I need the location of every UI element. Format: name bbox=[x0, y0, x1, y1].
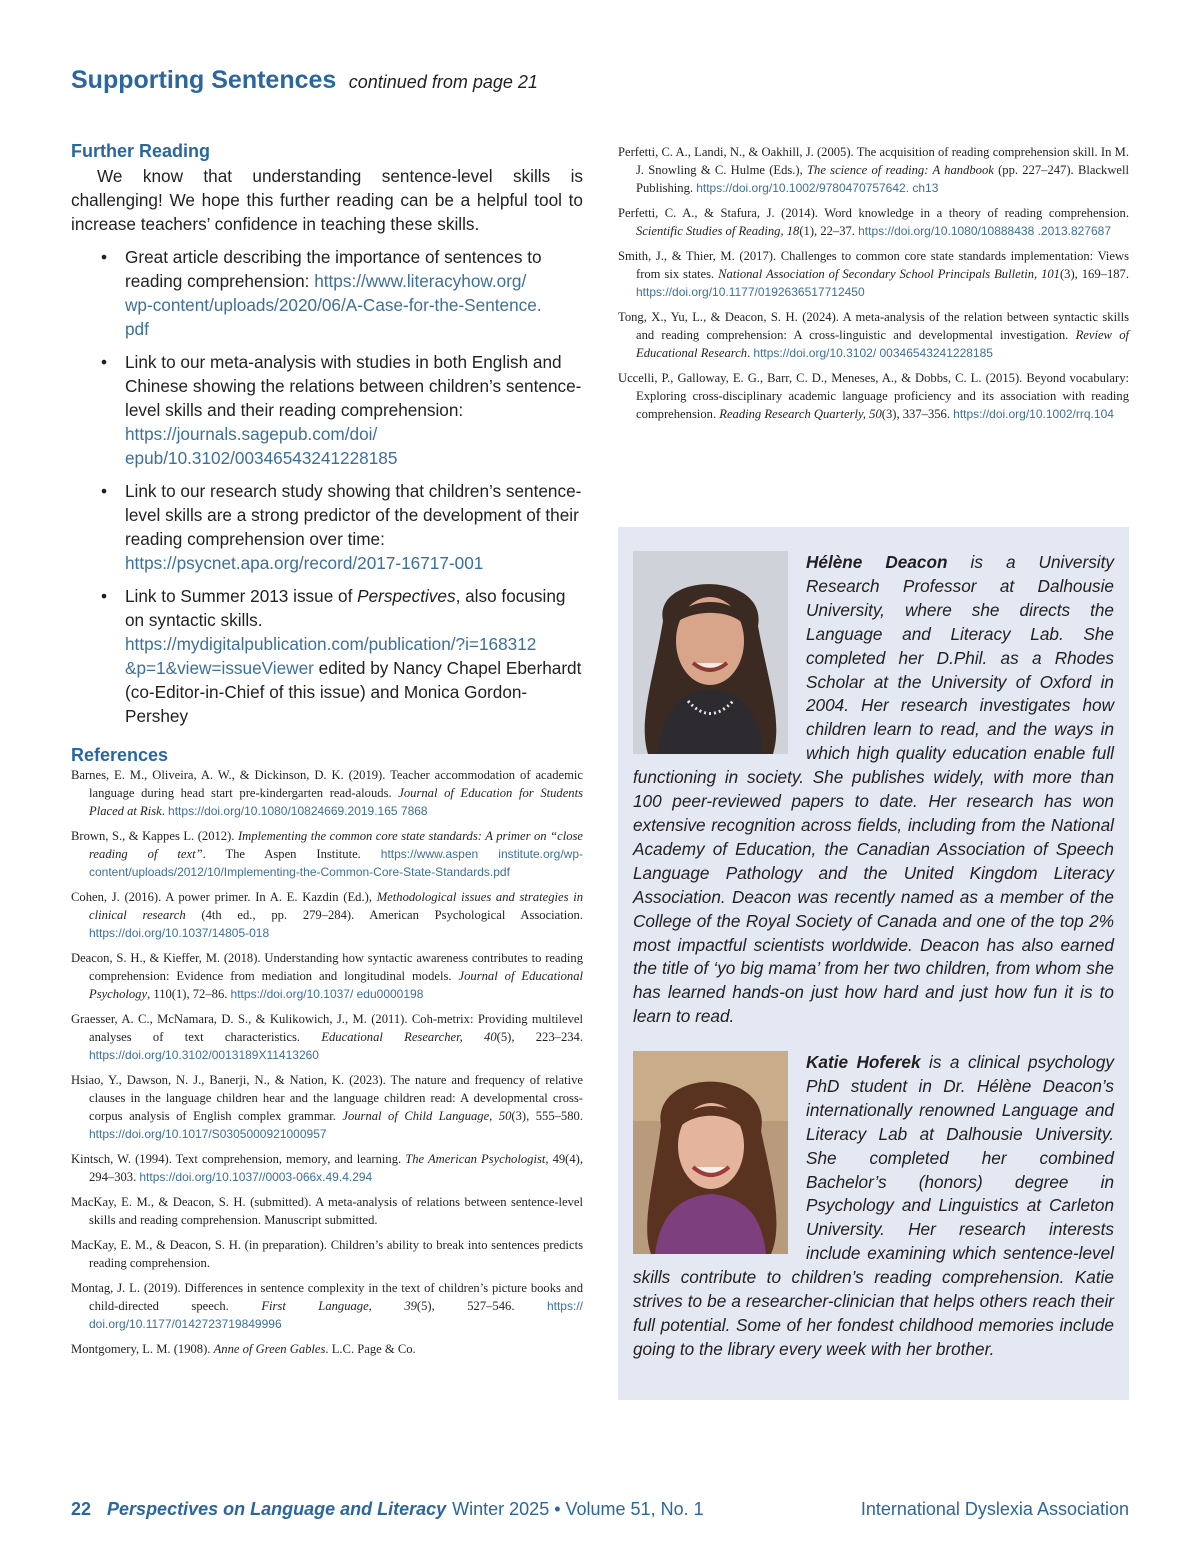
portrait-icon bbox=[633, 1051, 788, 1254]
digitalpublication-link-cont[interactable]: &p=1&view=issueViewer bbox=[125, 658, 314, 678]
reference-text: (4th ed., pp. 279–284). American Psychological Association. bbox=[185, 908, 583, 922]
reference-text: . bbox=[161, 804, 169, 818]
reference-source: National Association of Secondary School Principals Bulletin, 101 bbox=[718, 267, 1060, 281]
reference-text: . L.C. Page & Co. bbox=[325, 1342, 416, 1356]
reference-entry bbox=[618, 143, 1129, 197]
reference-link[interactable]: https://doi.org/10.1037/14805-018 bbox=[89, 926, 270, 940]
reference-text: Perfetti, C. A., Landi, N., & Oakhill, J. (2005). The acquisition of reading comprehension skill. In M. J. Snowling & C. Hulme (Eds.), bbox=[618, 145, 1129, 177]
references-list-right bbox=[618, 143, 1129, 430]
reference-entry bbox=[71, 1279, 583, 1333]
reference-entry bbox=[71, 888, 583, 942]
reference-text: Smith, J., & Thier, M. (2017). Challenges to common core state standards implementation: Views from six states. bbox=[618, 249, 1129, 281]
organization-name: International Dyslexia Association bbox=[860, 1499, 1129, 1519]
reference-text: (1), 22–37. bbox=[799, 224, 859, 238]
further-reading-intro: We know that understanding sentence-level skills is challenging! We hope this further reading can be a helpful tool to increase teachers’ confidence in teaching these skills. bbox=[71, 166, 583, 234]
reference-entry bbox=[71, 1193, 583, 1229]
bullet-text: Link to our meta-analysis with studies in both English and Chinese showing the relations between children’s sentence-level skills and their reading comprehension: bbox=[125, 352, 582, 420]
reference-link[interactable]: https://doi.org/10.1037//0003-066x.49.4.294 bbox=[139, 1170, 373, 1184]
publication-name: Perspectives on Language and Literacy bbox=[107, 1499, 447, 1519]
page-number: 22 bbox=[71, 1499, 92, 1519]
reference-source: Journal of Education for Students Placed at Risk bbox=[89, 786, 583, 818]
bio-katie-hoferek bbox=[633, 1051, 1114, 1362]
reference-link[interactable]: https://doi.org/10.3102/0013189X11413260 bbox=[89, 1048, 319, 1062]
author-bio-box bbox=[618, 527, 1129, 1400]
list-item bbox=[71, 479, 583, 575]
bullet-text: Link to our research study showing that children’s sentence-level skills are a strong predictor of the development of their reading comprehension over time: bbox=[125, 481, 582, 549]
reference-link[interactable]: https://doi.org/10.1017/S0305000921000957 bbox=[89, 1127, 327, 1141]
reference-text: Brown, S., & Kappes L. (2012). bbox=[71, 829, 238, 843]
reference-text: . The Aspen Institute. bbox=[202, 847, 381, 861]
list-item bbox=[71, 245, 583, 341]
reference-source: Reading Research Quarterly, 50 bbox=[719, 407, 882, 421]
further-reading-list bbox=[71, 245, 583, 728]
reference-text: (5), 223–234. bbox=[496, 1030, 583, 1044]
reference-entry bbox=[618, 369, 1129, 423]
reference-text: Perfetti, C. A., & Stafura, J. (2014). Word knowledge in a theory of reading comprehension. bbox=[618, 206, 1129, 220]
reference-source: The American Psychologist bbox=[405, 1152, 546, 1166]
page-footer bbox=[71, 1499, 1129, 1525]
sagepub-link-cont[interactable]: epub/10.3102/00346543241228185 bbox=[125, 448, 398, 468]
reference-text: (3), 169–187. bbox=[1059, 267, 1129, 281]
reference-link[interactable]: https://doi.org/10.1080/10824669.2019.165 7868 bbox=[168, 804, 428, 818]
reference-entry bbox=[71, 1150, 583, 1186]
reference-link[interactable]: https://doi.org/10.1177/0192636517712450 bbox=[636, 285, 865, 299]
reference-source: Journal of Educational Psychology bbox=[89, 969, 583, 1001]
reference-text: Kintsch, W. (1994). Text comprehension, memory, and learning. bbox=[71, 1152, 406, 1166]
psycnet-link[interactable]: https://psycnet.apa.org/record/2017-16717-001 bbox=[125, 553, 484, 573]
list-item bbox=[71, 350, 583, 470]
literacyhow-link-end[interactable]: pdf bbox=[125, 319, 149, 339]
reference-source: Implementing the common core state standards: A primer on “close reading of text” bbox=[89, 829, 583, 861]
reference-source: Methodological issues and strategies in clinical research bbox=[89, 890, 583, 922]
left-column bbox=[71, 141, 583, 1365]
reference-text: , 49(4), 294–303. bbox=[89, 1152, 583, 1184]
reference-source: Educational Researcher, 40 bbox=[321, 1030, 497, 1044]
reference-text: (5), 527–546. bbox=[416, 1299, 547, 1313]
reference-link[interactable]: https://doi.org/10.3102/ 00346543241228185 bbox=[753, 346, 993, 360]
reference-source: The science of reading: A handbook bbox=[807, 163, 994, 177]
reference-entry bbox=[618, 247, 1129, 301]
reference-text: , 110(1), 72–86. bbox=[147, 987, 231, 1001]
literacyhow-link-cont[interactable]: wp-content/uploads/2020/06/A-Case-for-the-Sentence. bbox=[125, 295, 542, 315]
bullet-text: edited by Nancy Chapel Eberhardt (co-Editor-in-Chief of this issue) and Monica Gordon-Pershey bbox=[125, 658, 582, 726]
reference-text: Deacon, S. H., & Kieffer, M. (2018). Understanding how syntactic awareness contributes to reading comprehension: Evidence from mediation and longitudinal models. bbox=[71, 951, 583, 983]
reference-text: Montgomery, L. M. (1908). bbox=[71, 1342, 214, 1356]
reference-source: Scientific Studies of Reading, 18 bbox=[636, 224, 800, 238]
reference-entry bbox=[71, 949, 583, 1003]
bullet-text: , also focusing on syntactic skills. bbox=[125, 586, 566, 630]
reference-text: Montag, J. L. (2019). Differences in sentence complexity in the text of children’s picture books and child-directed speech. bbox=[71, 1281, 583, 1313]
reference-text: Barnes, E. M., Oliveira, A. W., & Dickinson, D. K. (2019). Teacher accommodation of academic language during head start pre-kindergarten read-alouds. bbox=[71, 768, 583, 800]
reference-entry bbox=[71, 1071, 583, 1143]
reference-entry bbox=[71, 1340, 583, 1358]
reference-text: (3), 337–356. bbox=[881, 407, 954, 421]
reference-entry bbox=[71, 827, 583, 881]
bullet-text: Link to Summer 2013 issue of bbox=[125, 586, 358, 606]
reference-text: MacKay, E. M., & Deacon, S. H. (submitted). A meta-analysis of relations between sentence-level skills and reading comprehension. Manuscript submitted. bbox=[71, 1195, 583, 1227]
reference-link[interactable]: https://www.aspen institute.org/wp-content/uploads/2012/10/Implementing-the-Common-Core-State-Standards.pdf bbox=[89, 847, 583, 879]
reference-text: Cohen, J. (2016). A power primer. In A. E. Kazdin (Ed.), bbox=[71, 890, 377, 904]
article-title: Supporting Sentences bbox=[71, 66, 337, 94]
reference-source: First Language, 39 bbox=[261, 1299, 417, 1313]
bullet-text-italic: Perspectives bbox=[357, 586, 456, 606]
digitalpublication-link[interactable]: https://mydigitalpublication.com/publication/?i=168312 bbox=[125, 634, 537, 654]
bio-name: Hélène Deacon bbox=[806, 552, 948, 572]
reference-text: . bbox=[747, 346, 754, 360]
reference-entry bbox=[71, 1010, 583, 1064]
reference-entry bbox=[618, 204, 1129, 240]
sagepub-link[interactable]: https://journals.sagepub.com/doi/ bbox=[125, 424, 378, 444]
list-item bbox=[71, 584, 583, 728]
reference-entry bbox=[618, 308, 1129, 362]
portrait-icon bbox=[633, 551, 788, 754]
reference-link[interactable]: https://doi.org/10.1080/10888438 .2013.827687 bbox=[858, 224, 1111, 238]
bio-text: is a clinical psychology PhD student in Dr. Hélène Deacon’s internationally renowned Language and Literacy Lab at Dalhousie University. She completed her combined Bachelor’s (honors) degree in Psychology and Linguistics at Carleton University. Her research interests include examining which sentence-level skills contribute to children’s reading comprehension. Katie strives to be a researcher-clinician that helps others reach their full potential. Some of her fondest childhood memories include going to the library every week with her brother. bbox=[633, 1052, 1114, 1359]
reference-link[interactable]: https://doi.org/10.1037/ edu0000198 bbox=[230, 987, 424, 1001]
references-heading: References bbox=[71, 745, 169, 765]
reference-link[interactable]: https://doi.org/10.1002/9780470757642. ch13 bbox=[696, 181, 939, 195]
reference-entry bbox=[71, 766, 583, 820]
reference-text: Uccelli, P., Galloway, E. G., Barr, C. D., Meneses, A., & Dobbs, C. L. (2015). Beyond vocabulary: Exploring cross-disciplinary academic language proficiency and its association with reading comprehension. bbox=[618, 371, 1129, 421]
reference-text: Hsiao, Y., Dawson, N. J., Banerji, N., & Nation, K. (2023). The nature and frequency of relative clauses in the language children hear and the language children read: A developmental cross-corpus analysis of English complex grammar. bbox=[71, 1073, 583, 1123]
reference-text: (3), 555–580. bbox=[511, 1109, 583, 1123]
reference-link[interactable]: https:// doi.org/10.1177/0142723719849996 bbox=[89, 1299, 583, 1331]
further-reading-heading: Further Reading bbox=[71, 141, 211, 161]
reference-link[interactable]: https://doi.org/10.1002/rrq.104 bbox=[953, 407, 1114, 421]
issue-info: Winter 2025 • Volume 51, No. 1 bbox=[452, 1499, 704, 1519]
reference-text: MacKay, E. M., & Deacon, S. H. (in preparation). Children’s ability to break into sentences predicts reading comprehension. bbox=[71, 1238, 583, 1270]
reference-source: Journal of Child Language, 50 bbox=[342, 1109, 512, 1123]
reference-source: Anne of Green Gables bbox=[213, 1342, 326, 1356]
literacyhow-link[interactable]: https://www.literacyhow.org/ bbox=[314, 271, 527, 291]
page-header bbox=[71, 66, 538, 95]
reference-text: (pp. 227–247). Blackwell Publishing. bbox=[636, 163, 1130, 195]
bullet-text: Great article describing the importance of sentences to reading comprehension: bbox=[125, 247, 542, 291]
continued-note: continued from page 21 bbox=[348, 72, 538, 92]
bio-text: is a University Research Professor at Dalhousie University, where she directs the Language and Literacy Lab. She completed her D.Phil. as a Rhodes Scholar at the University of Oxford in 2004. Her research investigates how children learn to read, and the ways in which high quality education enable full functioning in society. She publishes widely, with more than 100 peer-reviewed papers to date. Her research has won extensive recognition across fields, including from the National Academy of Education, the Canadian Association of Speech Language Pathology and the United Kingdom Literacy Association. Deacon was recently named as a member of the College of the Royal Society of Canada and one of the top 2% most impactful scientists worldwide. Deacon has also earned the title of ‘yo big mama’ from her two children, from whom she has learned hands-on just how hard and just how fun it is to learn to read. bbox=[633, 552, 1114, 1027]
reference-source: Review of Educational Research bbox=[636, 328, 1129, 360]
reference-text: Tong, X., Yu, L., & Deacon, S. H. (2024). A meta-analysis of the relation between syntactic skills and reading comprehension: A cross-linguistic and developmental investigation. bbox=[618, 310, 1129, 342]
reference-entry bbox=[71, 1236, 583, 1272]
portrait-photo-helene-deacon bbox=[633, 551, 788, 754]
portrait-photo-katie-hoferek bbox=[633, 1051, 788, 1254]
references-list-left bbox=[71, 766, 583, 1358]
bio-helene-deacon bbox=[633, 551, 1114, 1029]
bio-name: Katie Hoferek bbox=[806, 1052, 921, 1072]
reference-text: Graesser, A. C., McNamara, D. S., & Kulikowich, J., M. (2011). Coh-metrix: Providing multilevel analyses of text characteristics. bbox=[71, 1012, 583, 1044]
